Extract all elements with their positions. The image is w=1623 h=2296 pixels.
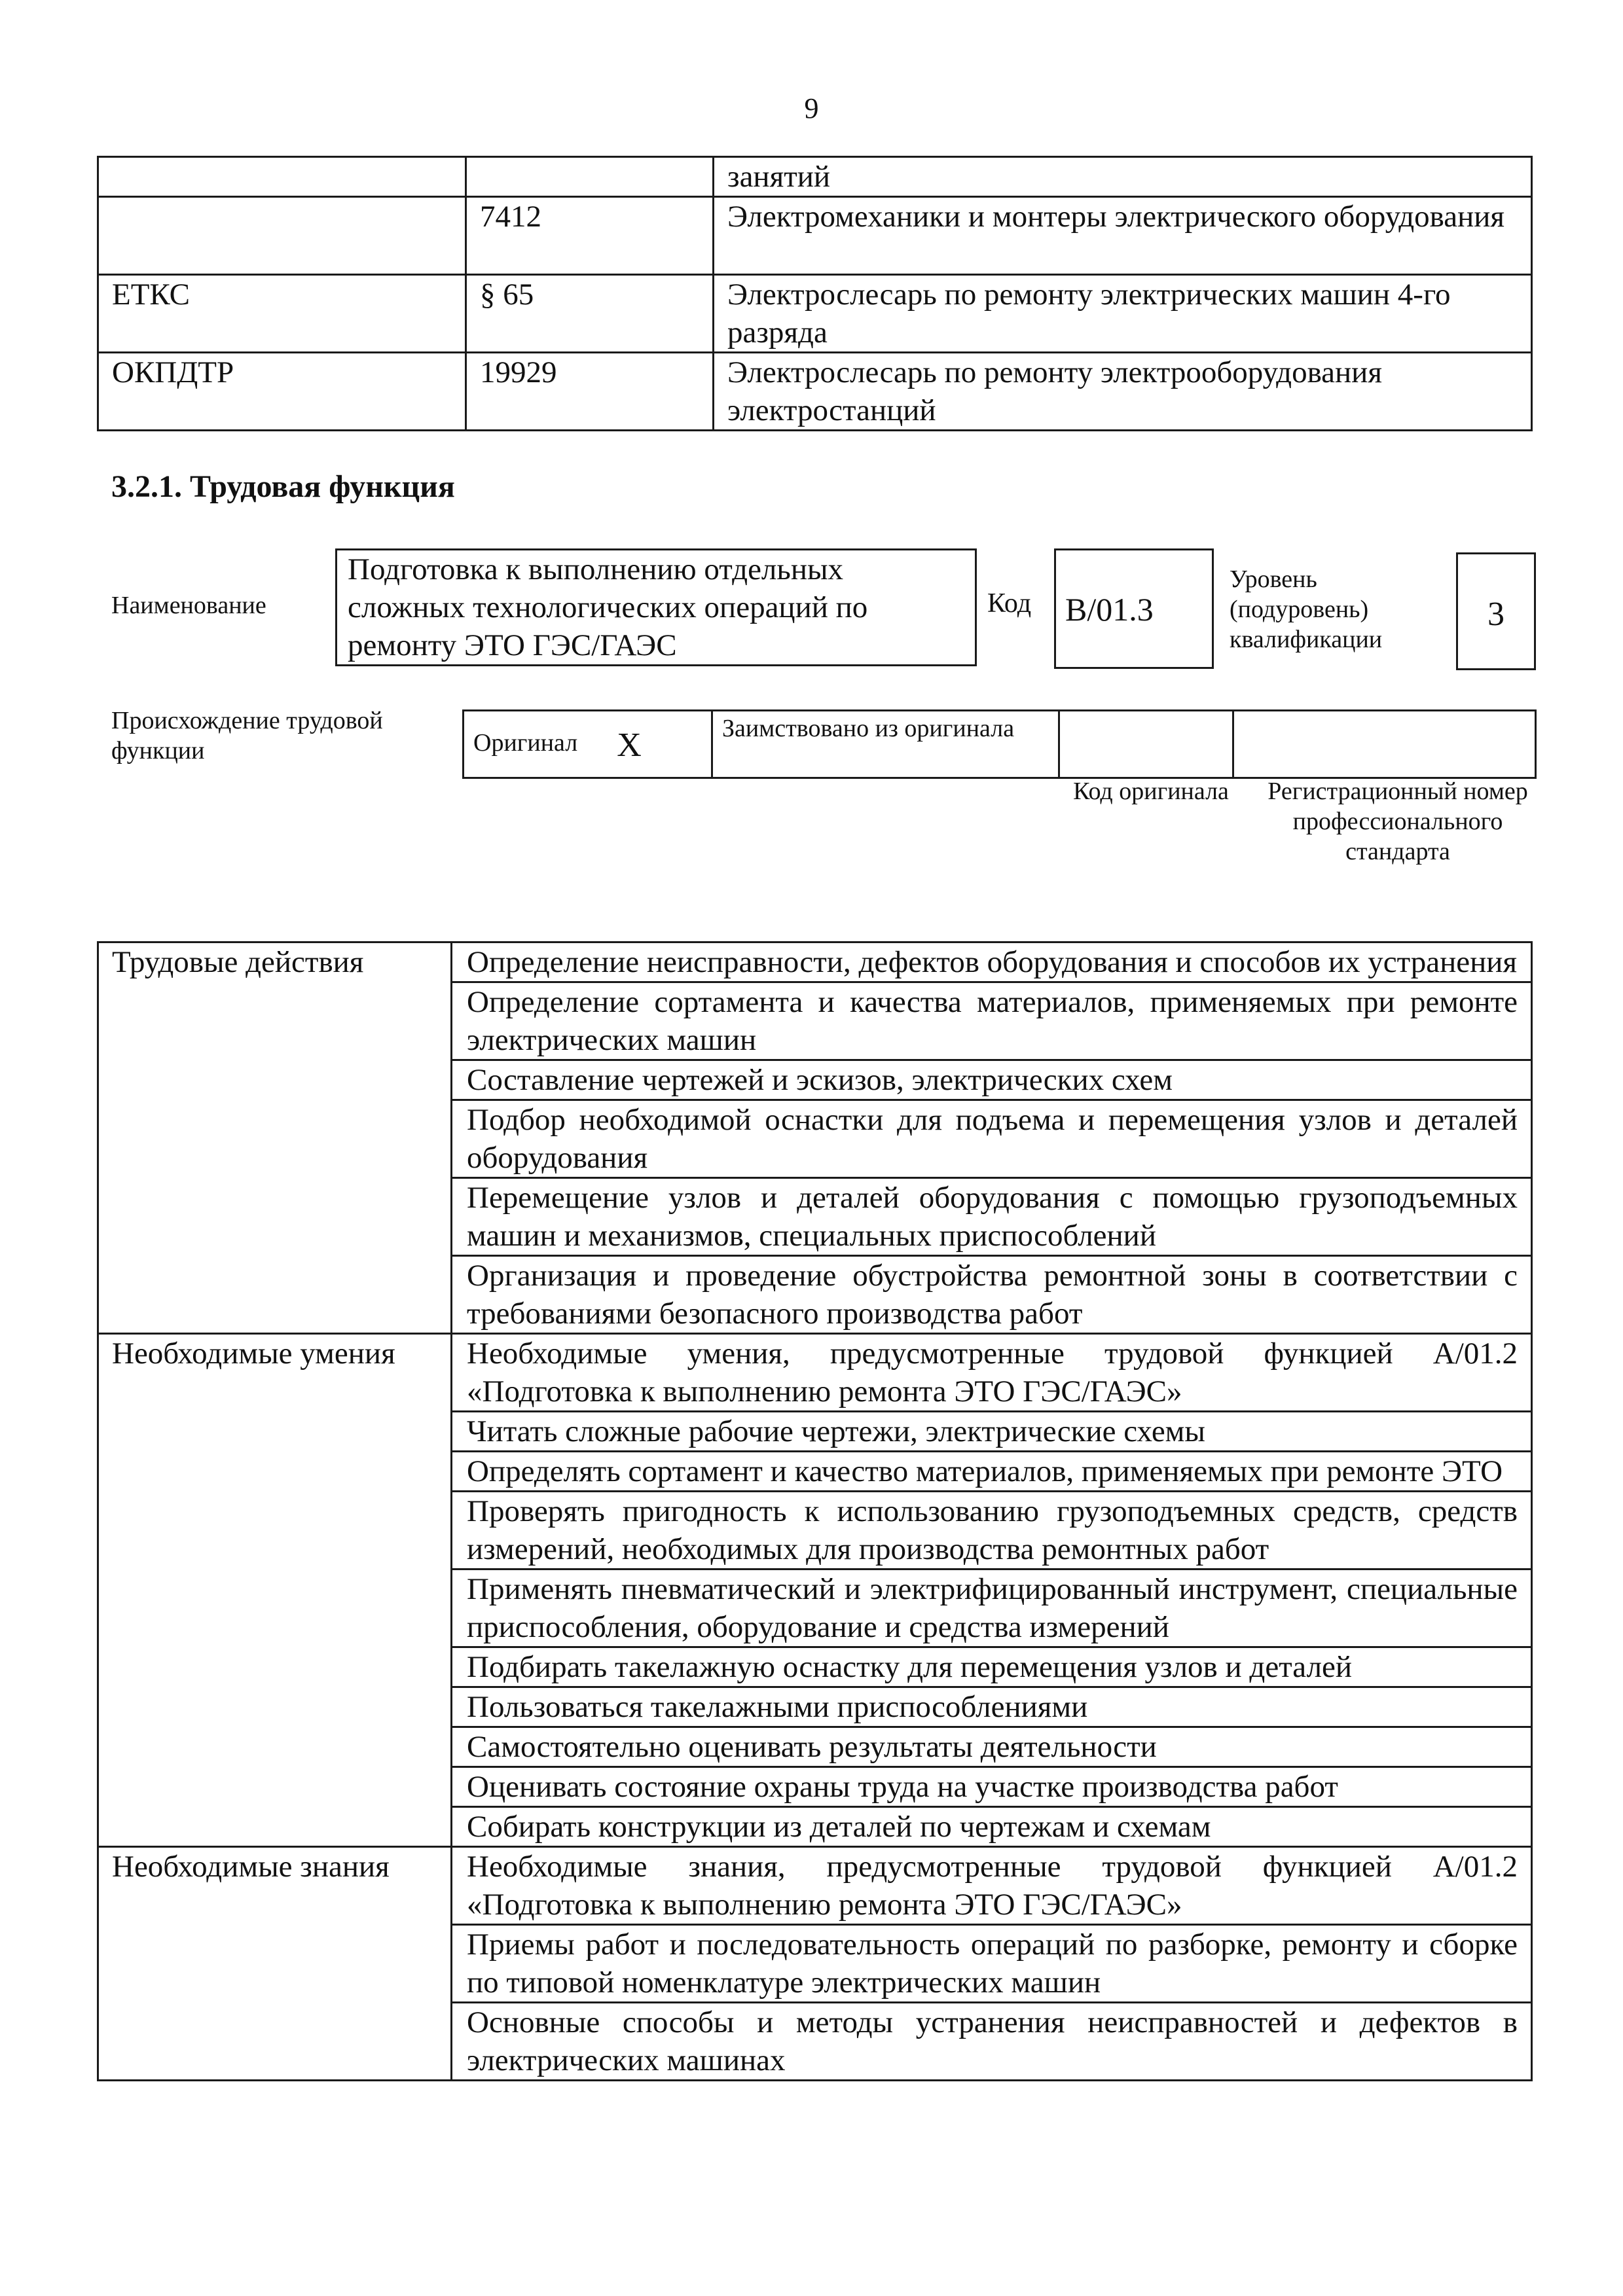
level-value: 3: [1487, 596, 1504, 633]
category-label: Необходимые умения: [98, 1334, 452, 1847]
level-box: [1456, 552, 1536, 670]
original-mark: X: [617, 726, 642, 764]
detail-item: Определение сортамента и качества материалов, применяемых при ремонте электрических машин: [452, 982, 1532, 1060]
reg-number-cell: [1233, 711, 1536, 778]
detail-item: Проверять пригодность к использованию грузоподъемных средств, средств измерений, необходимых для производства ремонтных работ: [452, 1492, 1532, 1570]
origin-label: Происхождение трудовой функции: [111, 707, 383, 764]
original-cell: [464, 711, 712, 778]
classification-cell-c3: занятий: [714, 157, 1532, 197]
classification-cell-c1: ОКПДТР: [98, 353, 466, 431]
page-number: 9: [804, 92, 819, 124]
borrowed-label: Заимствовано из оригинала: [722, 715, 1015, 742]
detail-item: Определение неисправности, дефектов оборудования и способов их устранения: [452, 942, 1532, 982]
classification-row: [98, 157, 1532, 197]
detail-row: [98, 1847, 1532, 1925]
detail-item: Подбирать такелажную оснастку для перемещения узлов и деталей: [452, 1647, 1532, 1687]
classification-row: [98, 275, 1532, 353]
detail-item: Пользоваться такелажными приспособлениями: [452, 1687, 1532, 1727]
classification-cell-c1: [98, 157, 466, 197]
original-label: Оригинал: [473, 729, 578, 757]
classification-cell-c2: 7412: [466, 197, 714, 275]
detail-item: Применять пневматический и электрифицированный инструмент, специальные приспособления, оборудование и средства измерений: [452, 1570, 1532, 1647]
reg-number-label: Регистрационный номер профессионального стандарта: [1267, 778, 1528, 865]
origin-code-cell: [1059, 711, 1233, 778]
detail-item: Приемы работ и последовательность операций по разборке, ремонту и сборке по типовой номенклатуре электрических машин: [452, 1925, 1532, 2003]
level-label: Уровень (подуровень) квалификации: [1230, 565, 1383, 653]
detail-item: Организация и проведение обустройства ремонтной зоны в соответствии с требованиями безопасного производства работ: [452, 1256, 1532, 1334]
classification-cell-c1: [98, 197, 466, 275]
classification-cell-c2: § 65: [466, 275, 714, 353]
detail-item: Подбор необходимой оснастки для подъема и перемещения узлов и деталей оборудования: [452, 1100, 1532, 1178]
function-name: Подготовка к выполнению отдельных сложных технологических операций по ремонту ЭТО ГЭС/ГАЭС: [348, 552, 868, 662]
classification-cell-c1: ЕТКС: [98, 275, 466, 353]
origin-table: [462, 709, 1537, 779]
detail-item: Основные способы и методы устранения неисправностей и дефектов в электрических машинах: [452, 2003, 1532, 2081]
detail-item: Оценивать состояние охраны труда на участке производства работ: [452, 1767, 1532, 1807]
detail-row: [98, 942, 1532, 982]
category-label: Необходимые знания: [98, 1847, 452, 2081]
detail-item: Необходимые знания, предусмотренные трудовой функцией А/01.2 «Подготовка к выполнению ремонта ЭТО ГЭС/ГАЭС»: [452, 1847, 1532, 1925]
detail-item: Определять сортамент и качество материалов, применяемых при ремонте ЭТО: [452, 1452, 1532, 1492]
classification-cell-c2: 19929: [466, 353, 714, 431]
category-label: Трудовые действия: [98, 942, 452, 1334]
classification-table: [97, 156, 1533, 431]
classification-row: [98, 353, 1532, 431]
detail-item: Составление чертежей и эскизов, электрических схем: [452, 1060, 1532, 1100]
detail-item: Читать сложные рабочие чертежи, электрические схемы: [452, 1412, 1532, 1452]
detail-row: [98, 1334, 1532, 1412]
detail-item: Собирать конструкции из деталей по чертежам и схемам: [452, 1807, 1532, 1847]
origin-code-label: Код оригинала: [1073, 778, 1229, 805]
detail-item: Перемещение узлов и деталей оборудования с помощью грузоподъемных машин и механизмов, специальных приспособлений: [452, 1178, 1532, 1256]
code-label: Код: [987, 588, 1032, 619]
detail-item: Самостоятельно оценивать результаты деятельности: [452, 1727, 1532, 1767]
name-label: Наименование: [111, 592, 266, 619]
section-title: 3.2.1. Трудовая функция: [111, 469, 455, 504]
classification-cell-c3: Электромеханики и монтеры электрического оборудования: [714, 197, 1532, 275]
function-name-box: [335, 548, 977, 666]
classification-cell-c3: Электрослесарь по ремонту электрооборудования электростанций: [714, 353, 1532, 431]
classification-cell-c2: [466, 157, 714, 197]
borrowed-cell: [712, 711, 1059, 778]
classification-cell-c3: Электрослесарь по ремонту электрических машин 4-го разряда: [714, 275, 1532, 353]
detail-item: Необходимые умения, предусмотренные трудовой функцией А/01.2 «Подготовка к выполнению ремонта ЭТО ГЭС/ГАЭС»: [452, 1334, 1532, 1412]
classification-row: [98, 197, 1532, 275]
code-value: В/01.3: [1065, 591, 1154, 628]
code-box: [1054, 548, 1214, 669]
function-details-table: [97, 941, 1533, 2081]
